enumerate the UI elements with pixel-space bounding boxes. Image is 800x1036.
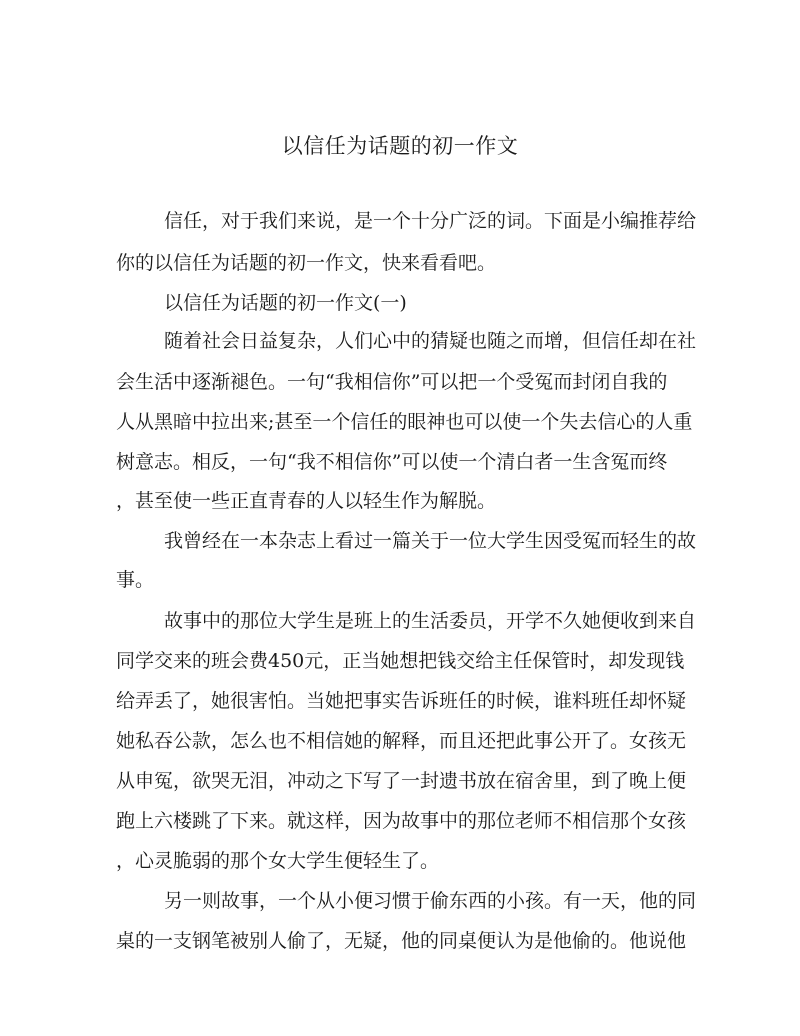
body-line: 故事中的那位大学生是班上的生活委员，开学不久她便收到来自 <box>164 610 697 632</box>
body-line: 另一则故事，一个从小便习惯于偷东西的小孩。有一天，他的同 <box>164 890 697 912</box>
body-line: 给弄丢了，她很害怕。当她把事实告诉班任的时候，谁料班任却怀疑 <box>116 690 687 712</box>
section-heading: 以信任为话题的初一作文(一) <box>164 292 407 314</box>
body-line: 你的以信任为话题的初一作文，快来看看吧。 <box>116 252 497 274</box>
body-line: 跑上六楼跳了下来。就这样，因为故事中的那位老师不相信那个女孩 <box>116 810 687 832</box>
body-line: 我曾经在一本杂志上看过一篇关于一位大学生因受冤而轻生的故 <box>164 530 697 552</box>
body-line: 信任，对于我们来说，是一个十分广泛的词。下面是小编推荐给 <box>164 210 697 232</box>
body-line: 树意志。相反，一句“我不相信你”可以使一个清白者一生含冤而终 <box>116 451 668 473</box>
body-line: 同学交来的班会费450元，正当她想把钱交给主任保管时，却发现钱 <box>116 650 685 672</box>
body-line: 事。 <box>116 569 155 591</box>
body-line: 会生活中逐渐褪色。一句“我相信你”可以把一个受冤而封闭自我的 <box>116 371 668 393</box>
body-line: 从申冤，欲哭无泪，冲动之下写了一封遗书放在宿舍里，到了晚上便 <box>116 770 687 792</box>
body-line: ，甚至使一些正直青春的人以轻生作为解脱。 <box>116 490 497 512</box>
body-line: 她私吞公款，怎么也不相信她的解释，而且还把此事公开了。女孩无 <box>116 730 687 752</box>
body-line: ，心灵脆弱的那个女大学生便轻生了。 <box>116 850 440 872</box>
body-line: 桌的一支钢笔被别人偷了，无疑，他的同桌便认为是他偷的。他说他 <box>116 930 687 952</box>
document-title: 以信任为话题的初一作文 <box>281 134 519 158</box>
body-line: 随着社会日益复杂，人们心中的猜疑也随之而增，但信任却在社 <box>164 330 697 352</box>
body-line: 人从黑暗中拉出来;甚至一个信任的眼神也可以使一个失去信心的人重 <box>116 411 693 433</box>
